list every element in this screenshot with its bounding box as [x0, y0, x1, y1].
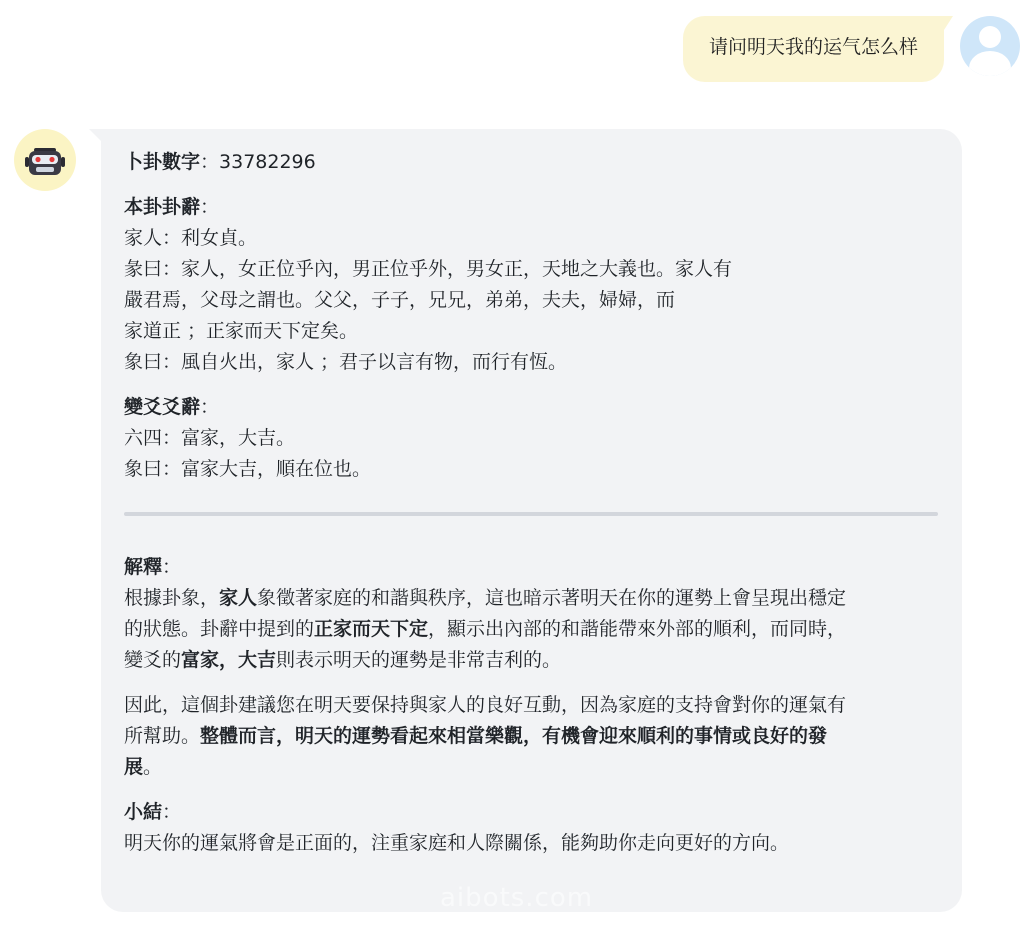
explanation-line: 展。 [124, 756, 163, 778]
changing-line-text: 象曰：富家大吉，順在位也。 [124, 458, 372, 480]
explanation-line: 因此，這個卦建議您在明天要保持與家人的良好互動，因為家庭的支持會對你的運氣有 [124, 694, 847, 716]
user-message-row [683, 16, 1020, 82]
user-message-bubble [683, 16, 944, 82]
main-text-line: 彖曰：家人，女正位乎內，男正位乎外，男女正，天地之大義也。家人有 [124, 258, 733, 280]
bot-message-card [101, 129, 962, 912]
summary-heading: 小結 [124, 801, 163, 823]
main-text-section: 本卦卦辭： 家人：利女貞。 彖曰：家人，女正位乎內，男正位乎外，男女正，天地之大義也。家人有 嚴君焉，父母之謂也。父父，子子，兄兄，弟弟，夫夫，婦婦，而 家道正 ；正家而天下定矣。 象曰：風自火出，家人 ；君子以言有物，而行有恆。 [124, 192, 938, 378]
hexagram-number-line: 卜卦數字：33782296 [124, 151, 316, 173]
explanation-heading: 解釋 [124, 556, 163, 578]
main-text-line: 嚴君焉，父母之謂也。父父，子子，兄兄，弟弟，夫夫，婦婦，而 [124, 289, 676, 311]
changing-line-section: 變爻爻辭： 六四：富家，大吉。 象曰：富家大吉，順在位也。 [124, 392, 938, 485]
summary-section: 小結： 明天你的運氣將會是正面的，注重家庭和人際關係，能夠助你走向更好的方向。 [124, 797, 938, 859]
user-message-text: 请问明天我的运气怎么样 [708, 36, 918, 58]
user-avatar-icon [960, 16, 1020, 76]
main-text-line: 象曰：風自火出，家人 ；君子以言有物，而行有恆。 [124, 351, 568, 373]
summary-text: 明天你的運氣將會是正面的，注重家庭和人際關係，能夠助你走向更好的方向。 [124, 832, 790, 854]
hexagram-number-label: 卜卦數字 [124, 151, 201, 173]
hexagram-number-value: 33782296 [219, 151, 316, 173]
main-text-heading: 本卦卦辭 [124, 196, 201, 218]
explanation-line: 所幫助。整體而言，明天的運勢看起來相當樂觀，有機會迎來順利的事情或良好的發 [124, 725, 828, 747]
section-divider [124, 512, 938, 516]
changing-line-text: 六四：富家，大吉。 [124, 427, 296, 449]
explanation-section: 解釋： 根據卦象，家人象徵著家庭的和諧與秩序，這也暗示著明天在你的運勢上會呈現出穩定 的狀態。卦辭中提到的正家而天下定，顯示出內部的和諧能帶來外部的順利，而同時， 變爻的富家，大吉則表示明天的運勢是非常吉利的。 因此，這個卦建議您在明天要保持與家人的良好互動，因為家庭的支持會對你的運氣有 所幫助。整體而言，明天的運勢看起來相當樂觀，有機會迎來順利的事情或良好的發 展。 [124, 552, 938, 783]
main-text-line: 家道正 ；正家而天下定矣。 [124, 320, 359, 342]
watermark: aibots.com [440, 883, 594, 913]
main-text-line: 家人：利女貞。 [124, 227, 258, 249]
explanation-line: 的狀態。卦辭中提到的正家而天下定，顯示出內部的和諧能帶來外部的順利，而同時， [124, 618, 847, 640]
changing-line-heading: 變爻爻辭 [124, 396, 201, 418]
explanation-line: 變爻的富家，大吉則表示明天的運勢是非常吉利的。 [124, 649, 562, 671]
explanation-line: 根據卦象，家人象徵著家庭的和諧與秩序，這也暗示著明天在你的運勢上會呈現出穩定 [124, 587, 847, 609]
robot-avatar-icon [14, 129, 76, 191]
